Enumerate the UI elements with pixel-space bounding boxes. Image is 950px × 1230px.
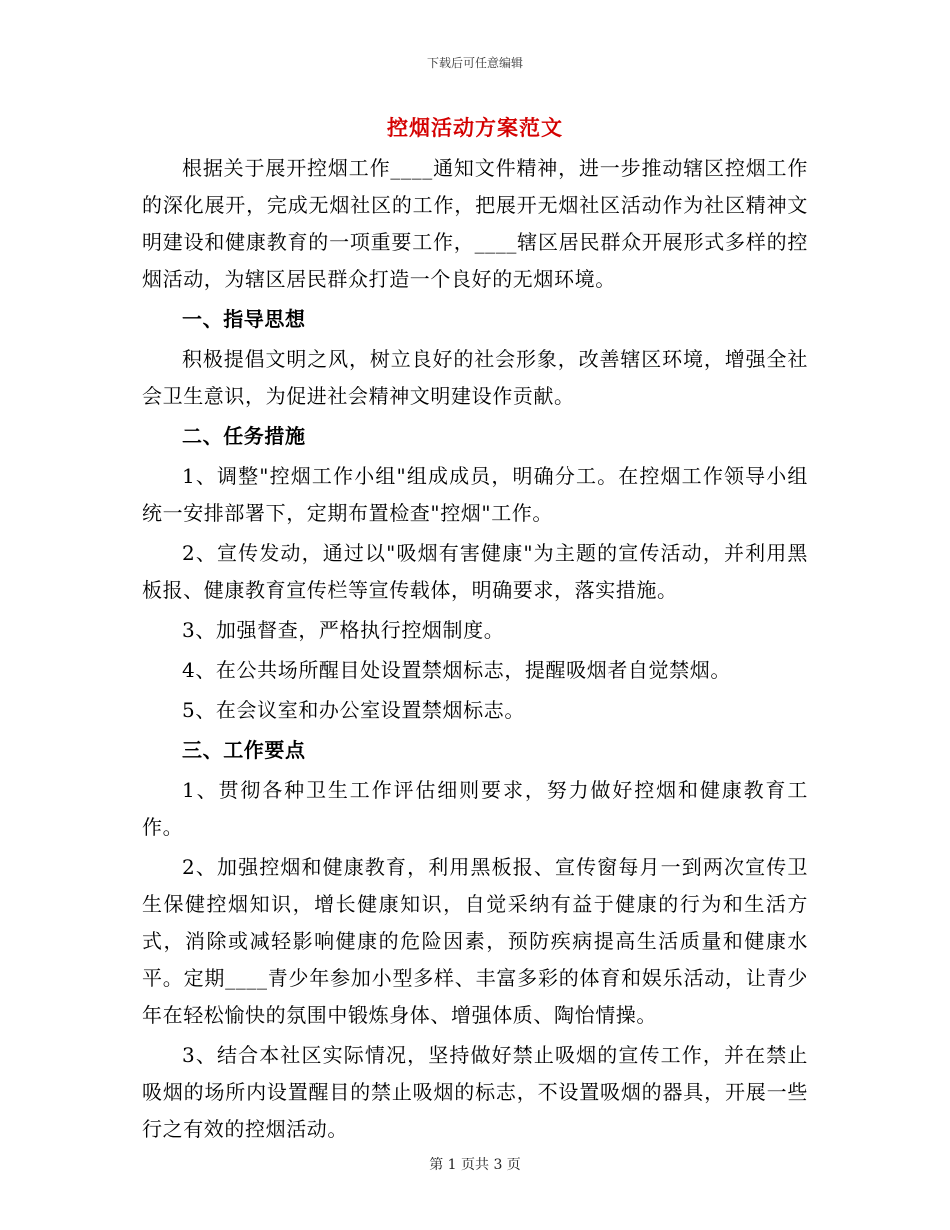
intro-paragraph: 根据关于展开控烟工作____通知文件精神，进一步推动辖区控烟工作的深化展开，完成无烟社区的工作，把展开无烟社区活动作为社区精神文明建设和健康教育的一项重要工作，____辖区居民群众开展形式多样的控烟活动，为辖区居民群众打造一个良好的无烟环境。	[142, 156, 808, 291]
document-title: 控烟活动方案范文	[387, 116, 563, 140]
section-guiding-ideology	[142, 301, 808, 415]
section-paragraph: 5、在会议室和办公室设置禁烟标志。	[182, 698, 525, 722]
section-paragraph: 2、宣传发动，通过以"吸烟有害健康"为主题的宣传活动，并利用黑板报、健康教育宣传栏等宣传载体，明确要求，落实措施。	[142, 541, 808, 602]
section-heading: 二、任务措施	[182, 424, 306, 448]
section-heading: 一、指导思想	[182, 307, 306, 331]
section-paragraph: 1、调整"控烟工作小组"组成成员，明确分工。在控烟工作领导小组统一安排部署下，定期布置检查"控烟"工作。	[142, 464, 808, 525]
section-paragraph: 3、结合本社区实际情况，坚持做好禁止吸烟的宣传工作，并在禁止吸烟的场所内设置醒目的禁止吸烟的标志，不设置吸烟的器具，开展一些行之有效的控烟活动。	[142, 1043, 808, 1141]
section-heading: 三、工作要点	[182, 738, 306, 762]
section-paragraph: 2、加强控烟和健康教育，利用黑板报、宣传窗每月一到两次宣传卫生保健控烟知识，增长健康知识，自觉采纳有益于健康的行为和生活方式，消除或减轻影响健康的危险因素，预防疾病提高生活质量和健康水平。定期____青少年参加小型多样、丰富多彩的体育和娱乐活动，让青少年在轻松愉快的氛围中锻炼身体、增强体质、陶怡情操。	[142, 855, 808, 1027]
page-footer: 第 1 页共 3 页	[429, 1157, 521, 1173]
section-task-measures	[142, 418, 808, 729]
section-work-points	[142, 732, 808, 1148]
section-paragraph: 积极提倡文明之风，树立良好的社会形象，改善辖区环境，增强全社会卫生意识，为促进社会精神文明建设作贡献。	[142, 347, 808, 408]
section-paragraph: 4、在公共场所醒目处设置禁烟标志，提醒吸烟者自觉禁烟。	[182, 658, 731, 682]
document-body	[142, 150, 808, 1151]
section-paragraph: 1、贯彻各种卫生工作评估细则要求，努力做好控烟和健康教育工作。	[142, 778, 808, 839]
section-paragraph: 3、加强督查，严格执行控烟制度。	[182, 618, 505, 642]
header-note: 下载后可任意编辑	[426, 56, 523, 70]
